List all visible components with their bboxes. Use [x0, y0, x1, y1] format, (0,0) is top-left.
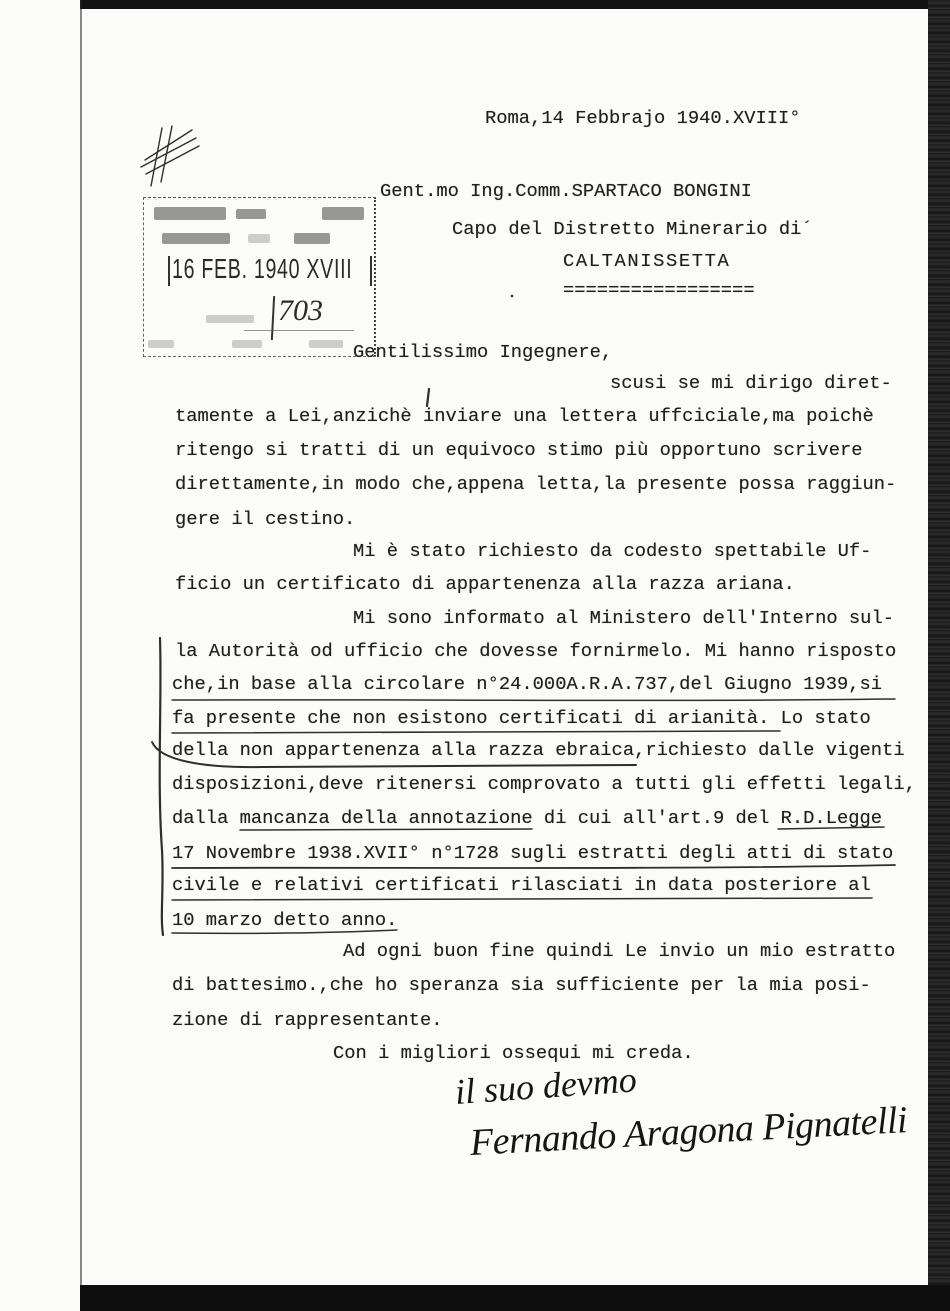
- place-and-date: Roma,14 Febbrajo 1940.XVIII°: [485, 107, 801, 129]
- stamp-illegible-text: [248, 234, 270, 243]
- addressee-city: CALTANISSETTA: [563, 250, 731, 272]
- body-line: che,in base alla circolare n°24.000A.R.A.737,del Giugno 1939,si: [172, 673, 883, 695]
- underline: [172, 731, 780, 733]
- stamp-illegible-text: [236, 209, 266, 219]
- hash-mark: [141, 126, 199, 186]
- scan-border-bottom: [80, 1285, 950, 1311]
- body-line: scusi se mi dirigo diret-: [610, 372, 892, 394]
- underline: [172, 699, 895, 700]
- stamp-date: 16 FEB. 1940 XVIII: [172, 253, 353, 284]
- addressee-name: Gent.mo Ing.Comm.SPARTACO BONGINI: [380, 180, 752, 202]
- body-line: della non appartenenza alla razza ebraica,richiesto dalle vigenti: [172, 739, 905, 761]
- body-line: Ad ogni buon fine quindi Le invio un mio estratto: [343, 940, 896, 962]
- stamp-illegible-text: [232, 340, 262, 348]
- body-line: la Autorità od ufficio che dovesse fornirmelo. Mi hanno risposto: [175, 640, 897, 662]
- stamp-illegible-text: [154, 207, 226, 220]
- handwritten-signoff: il suo devmo: [453, 1059, 638, 1112]
- stamp-date-bracket: [370, 256, 372, 286]
- tick-mark: [427, 389, 429, 406]
- stamp-illegible-text: [294, 233, 330, 244]
- body-line: zione di rappresentante.: [172, 1009, 443, 1031]
- addressee-title: Capo del Distretto Minerario di´: [452, 218, 813, 240]
- stamp-illegible-text: [206, 315, 254, 323]
- stamp-protocol-number: 703: [278, 294, 323, 327]
- body-line: ficio un certificato di appartenenza alla razza ariana.: [175, 573, 795, 595]
- margin-bracket: [160, 638, 163, 935]
- closing: Con i migliori ossequi mi creda.: [333, 1042, 694, 1064]
- body-line: tamente a Lei,anzichè inviare una lettera uffciciale,ma poichè: [175, 405, 874, 427]
- salutation: Gentilissimo Ingegnere,: [353, 341, 613, 363]
- body-line: di battesimo.,che ho speranza sia sufficiente per la mia posi-: [172, 974, 871, 996]
- body-line: 17 Novembre 1938.XVII° n°1728 sugli estratti degli atti di stato: [172, 842, 894, 864]
- scan-border-left: [80, 0, 82, 1311]
- stamp-illegible-text: [162, 233, 230, 244]
- stamp-illegible-text: [309, 340, 343, 348]
- stamp-handwritten-stroke: [271, 296, 275, 340]
- scan-border-top: [80, 0, 950, 9]
- body-line: ritengo si tratti di un equivoco stimo più opportuno scrivere: [175, 439, 863, 461]
- body-line: dalla mancanza della annotazione di cui all'art.9 del R.D.Legge: [172, 807, 883, 829]
- body-line: gere il cestino.: [175, 508, 356, 530]
- underline: [172, 865, 895, 868]
- underline: [172, 898, 872, 900]
- body-line: Mi sono informato al Ministero dell'Interno sul-: [353, 607, 894, 629]
- received-stamp: [143, 197, 376, 357]
- body-line: 10 marzo detto anno.: [172, 909, 398, 931]
- body-line: direttamente,in modo che,appena letta,la presente possa raggiun-: [175, 473, 897, 495]
- body-line: disposizioni,deve ritenersi comprovato a tutti gli effetti legali,: [172, 773, 916, 795]
- stamp-date-bracket: [168, 256, 170, 286]
- handwritten-signature: Fernando Aragona Pignatelli: [468, 1099, 909, 1164]
- stamp-illegible-text: [322, 207, 364, 220]
- body-line: fa presente che non esistono certificati di arianità. Lo stato: [172, 707, 871, 729]
- body-line: Mi è stato richiesto da codesto spettabile Uf-: [353, 540, 872, 562]
- body-line: civile e relativi certificati rilasciati in data posteriore al: [172, 874, 871, 896]
- scan-border-right: [928, 0, 950, 1311]
- ink-dot: [511, 295, 514, 298]
- addressee-rule: =================: [563, 279, 755, 301]
- stamp-illegible-text: [148, 340, 174, 348]
- stamp-line: [244, 330, 354, 331]
- underline: [240, 829, 532, 830]
